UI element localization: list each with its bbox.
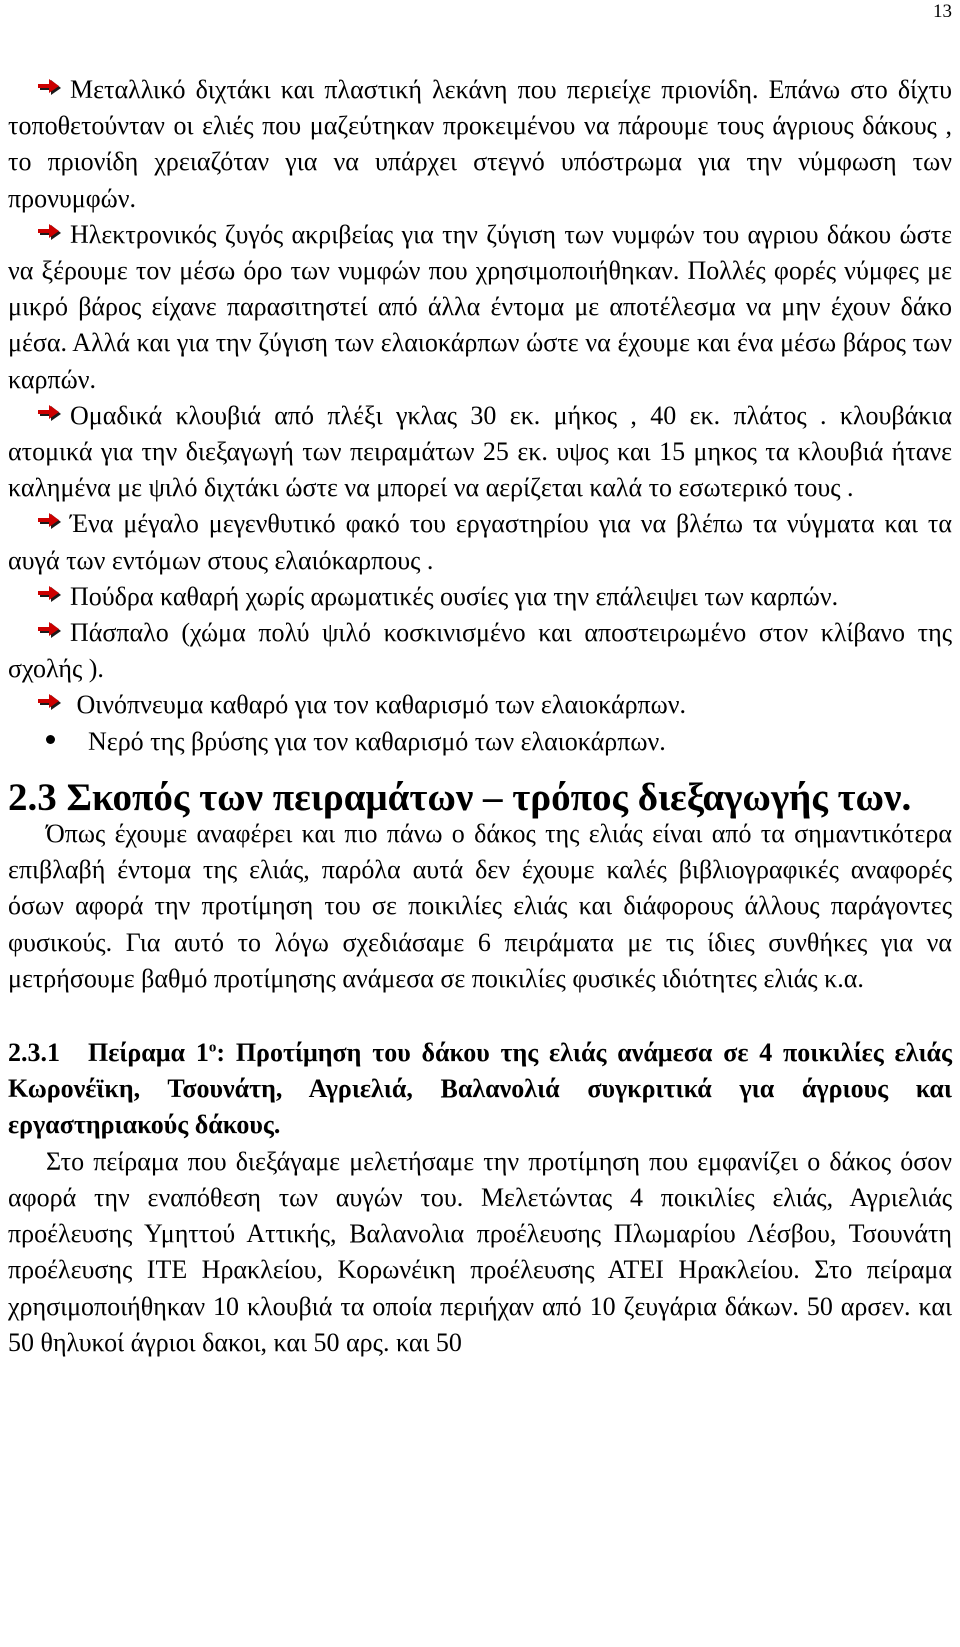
page-number: 13 [933, 1, 952, 22]
subsection-heading [8, 1035, 952, 1144]
arrow-bullet-icon [38, 405, 62, 421]
section-heading [8, 775, 952, 819]
dot-bullet-icon [46, 735, 55, 744]
subsection-title-part2: : Προτίμηση του δάκου της ελιάς ανάμεσα σε 4 ποικιλίες ελιάς Κωρονέϊκη, Τσουνάτη, Αγριελιά, Βαλανολιά συγκριτικά για άγριους και εργαστηριακούς δάκους. [8, 1038, 952, 1140]
list-item: Οινόπνευμα καθαρό για τον καθαρισμό των ελαιοκάρπων. [8, 687, 952, 723]
subsection-paragraph: Στο πείραμα που διεξάγαμε μελετήσαμε την προτίμηση που εμφανίζει ο δάκος όσον αφορά την εναπόθεση των αυγών του. Μελετώντας 4 ποικιλίες ελιάς, Αγριελιάς προέλευσης Υμηττού Αττικής, Βαλανολια προέλευσης Πλωμαρίου Λέσβου, Τσουνάτη προέλευσης ΙΤΕ Ηρακλείου, Κορωνέικη προέλευσης ΑΤΕΙ Ηρακλείου. Στο πείραμα χρησιμοποιήθηκαν 10 κλουβιά τα οποία περιήχαν από 10 ζευγάρια δάκων. 50 αρσεν. και 50 θηλυκοί άγριοι δακοι, και 50 αρς. και 50 [8, 1146, 952, 1357]
arrow-bullet-icon [38, 513, 62, 529]
arrow-bullet-icon [38, 622, 62, 638]
list-item: Μεταλλικό διχτάκι και πλαστική λεκάνη που περιείχε πριονίδη. Επάνω στο δίχτυ τοποθετούνταν οι ελιές που μαζεύτηκαν προκειμένου να πάρουμε τους άγριους δάκους , το πριονίδη χρειαζόταν για να υπάρχει στεγνό υπόστρωμα για την νύμφωση των προνυμφών. [8, 75, 952, 213]
list-item: Νερό της βρύσης για τον καθαρισμό των ελαιοκάρπων. [8, 724, 952, 760]
section-paragraph: Όπως έχουμε αναφέρει και πιο πάνω ο δάκος της ελιάς είναι από τα σημαντικότερα επιβλαβή έντομα της ελιάς, παρόλα αυτά δεν έχουμε καλές βιβλιογραφικές αναφορές όσων αφορά την προτίμηση του σε ποικιλίες ελιάς και διάφορους άλλους παράγοντες φυσικούς. Για αυτό το λόγω σχεδιάσαμε 6 πειράματα με τις ίδιες συνθήκες για να μετρήσουμε βαθμό προτίμησης ανάμεσα σε ποικιλίες φυσικές ιδιότητες ελιάς κ.α. [8, 819, 952, 993]
arrow-bullet-icon [38, 224, 62, 240]
subsection-title-part1: Πείραμα 1 [88, 1038, 209, 1068]
list-item: Ομαδικά κλουβιά από πλέξι γκλας 30 εκ. μήκος , 40 εκ. πλάτος . κλουβάκια ατομικά για την διεξαγωγή των πειραμάτων 25 εκ. υψος και 15 μηκος τα κλουβιά ήτανε καλημένα με ψιλό διχτάκι ώστε να μπορεί να αερίζεται καλά το εσωτερικό τους . [8, 400, 952, 503]
section-title: Σκοπός των πειραμάτων – τρόπος διεξαγωγής των. [66, 775, 912, 819]
materials-list [8, 72, 952, 760]
superscript: ο [208, 1039, 217, 1056]
list-item: Πάσπαλο (χώμα πολύ ψιλό κοσκινισμένο και αποστειρωμένο στον κλίβανο της σχολής ). [8, 618, 952, 684]
arrow-bullet-icon [38, 586, 62, 602]
arrow-bullet-icon [38, 79, 62, 95]
section-number: 2.3 [8, 775, 57, 819]
document-body [8, 72, 952, 1361]
arrow-bullet-icon [38, 694, 62, 710]
subsection-number: 2.3.1 [8, 1038, 60, 1068]
list-item: Πούδρα καθαρή χωρίς αρωματικές ουσίες για την επάλειψει των καρπών. [8, 579, 952, 615]
list-item: Ένα μέγαλο μεγενθυτικό φακό του εργαστηρίου για να βλέπω τα νύγματα και τα αυγά των εντόμων στους ελαιόκαρπους . [8, 509, 952, 575]
list-item: Ηλεκτρονικός ζυγός ακριβείας για την ζύγιση των νυμφών του αγριου δάκου ώστε να ξέρουμε τον μέσω όρο των νυμφών που χρησιμοποιήθηκαν. Πολλές φορές νύμφες με μικρό βάρος είχανε παρασιτηστεί από άλλα έντομα με αποτέλεσμα να μην έχουν δάκο μέσα. Αλλά και για την ζύγιση των ελαιοκάρπων ώστε να έχουμε και ένα μέσω βάρος των καρπών. [8, 219, 952, 394]
